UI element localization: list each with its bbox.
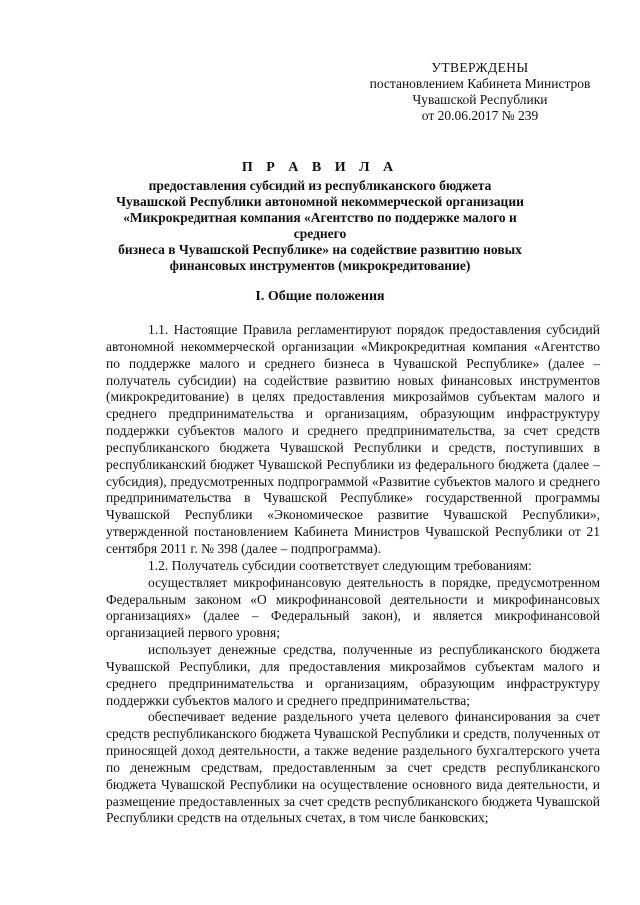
rules-title: П Р А В И Л А [241,160,399,175]
requirement-item: осуществляет микрофинансовую деятельность в порядке, предусмотренном Федеральным законом «О микрофинансовой деятельности и микрофинансовых организациях» (далее – Федеральный закон), и является микрофинансовой организацией первого уровня; [106,574,600,641]
rules-subtitle-line-5: финансовых инструментов (микрокредитование) [169,258,471,273]
paragraph-1-1: 1.1. Настоящие Правила регламентируют порядок предоставления субсидий автономной некоммерческой организации «Микрокредитная компания «Агентство по поддержке малого и среднего бизнеса в Чувашской Республике» (далее – получатель субсидии) на содействие развитию новых финансовых инструментов (микрокредитование) в целях предоставления микрозаймов субъектам малого и среднего предпринимательства и организациям, образующим инфраструктуру поддержки субъектов малого и среднего предпринимательства, за счет средств республиканского бюджета Чувашской Республики и средств, поступивших в республиканский бюджет Чувашской Республики из федерального бюджета (далее – субсидия), предусмотренных подпрограммой «Развитие субъектов малого и среднего предпринимательства в Чувашской Республике» государственной программы Чувашской Республики «Экономическое развитие Чувашской Республики», утвержденной постановлением Кабинета Министров Чувашской Республики от 21 сентября 2011 г. № 398 (далее – подпрограмма). [106,322,600,556]
rules-subtitle-line-2: Чувашской Республики автономной некоммерческой организации [116,194,524,209]
section-heading: I. Общие положения [255,289,385,304]
requirement-item: обеспечивает ведение раздельного учета целевого финансирования за счет средств республиканского бюджета Чувашской Республики и средств, полученных от приносящей доход деятельности, а также ведение раздельного бухгалтерского учета по денежным средствам, предоставленным за счет средств республиканского бюджета Чувашской Республики на осуществление основного вида деятельности, и размещение предоставленных за счет средств республиканского бюджета Чувашской Республики средств на отдельных счетах, в том числе банковских; [106,709,600,826]
paragraph-1-2: 1.2. Получатель субсидии соответствует следующим требованиям: [148,557,532,573]
approval-line-1: постановлением Кабинета Министров [369,76,591,91]
approval-stamp [362,60,598,124]
rules-subtitle-line-4: бизнеса в Чувашской Республике» на содействие развитию новых [118,242,522,257]
requirement-item: использует денежные средства, полученные из республиканского бюджета Чувашской Республики, для предоставления микрозаймов субъектам малого и среднего предпринимательства и организациям, образующим инфраструктуру поддержки субъектов малого и среднего предпринимательства; [106,642,600,708]
rules-title-block [98,160,542,274]
rules-subtitle-line-1: предоставления субсидий из республиканского бюджета [148,178,492,193]
document-body [106,322,600,827]
approval-title: УТВЕРЖДЕНЫ [431,60,529,75]
approval-line-2: Чувашской Республики [412,92,548,107]
approval-line-3: от 20.06.2017 № 239 [421,108,539,123]
rules-subtitle-line-3: «Микрокредитная компания «Агентство по поддержке малого и среднего [123,210,517,241]
